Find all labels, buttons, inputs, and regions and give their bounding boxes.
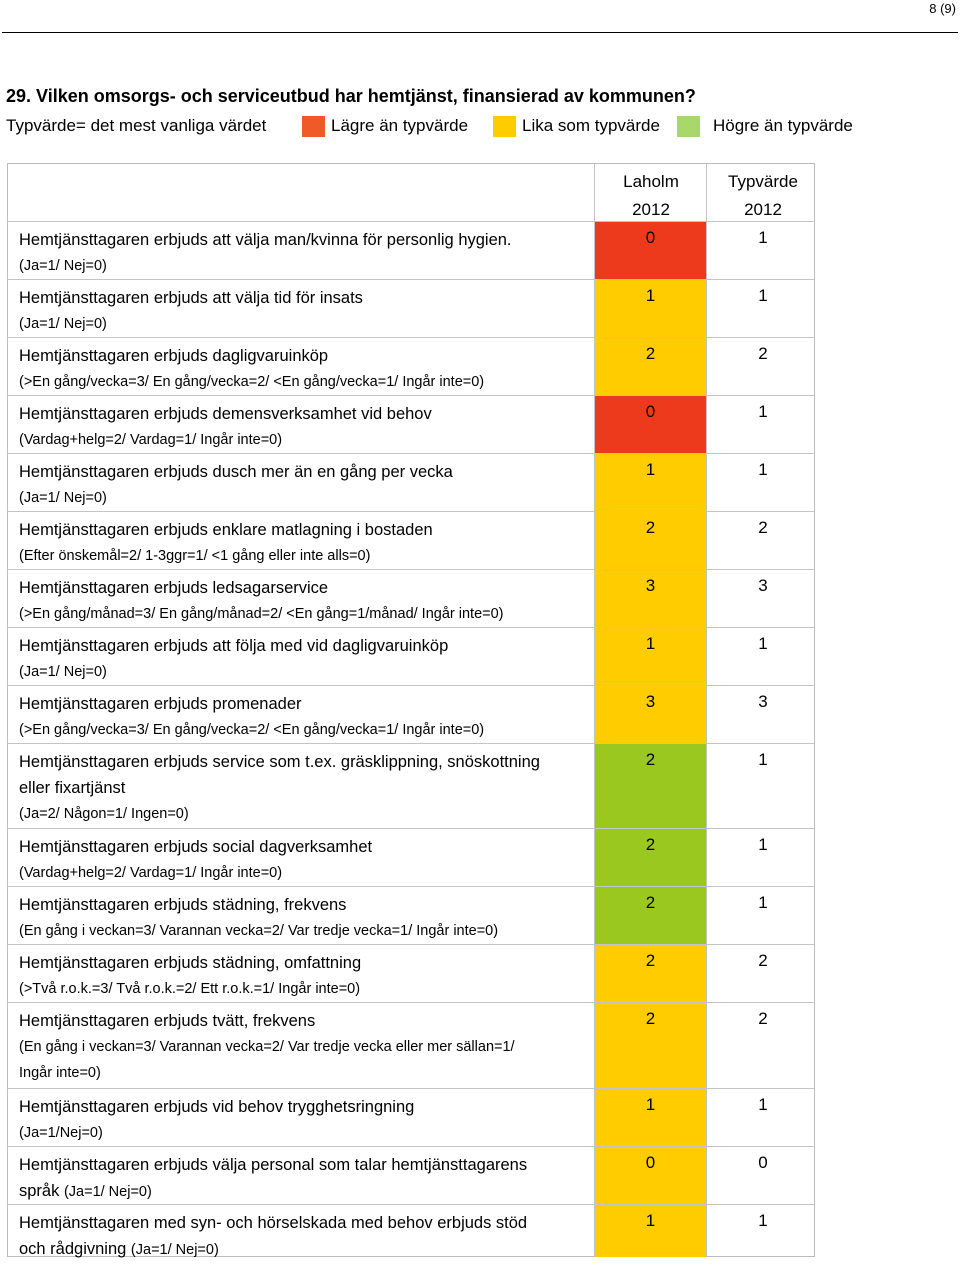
legend-swatch-lower (302, 116, 325, 137)
row-divider (7, 944, 815, 945)
row-main-text: Hemtjänsttagaren erbjuds social dagverksamhet (19, 838, 373, 856)
laholm-value: 2 (645, 1009, 656, 1028)
typvarde-value: 2 (758, 951, 768, 970)
row-label (19, 227, 589, 279)
row-main-text: Hemtjänsttagaren erbjuds välja personal som talar hemtjänsttagarens (19, 1156, 528, 1174)
typvarde-value: 3 (758, 692, 768, 711)
row-main-text: Hemtjänsttagaren erbjuds att följa med vid dagligvaruinköp (19, 637, 449, 655)
laholm-value: 3 (645, 576, 656, 595)
row-scale-text: (Efter önskemål=2/ 1-3ggr=1/ <1 gång eller inte alls=0) (19, 548, 371, 564)
typvarde-value: 1 (758, 750, 768, 769)
row-main-text: Hemtjänsttagaren erbjuds städning, frekvens (19, 896, 347, 914)
legend-label-lower: Lägre än typvärde (331, 116, 469, 135)
row-divider (7, 221, 815, 222)
row-main-text-line2: eller fixartjänst (19, 779, 126, 797)
row-divider (7, 1088, 815, 1089)
row-label (19, 459, 589, 511)
laholm-value: 2 (645, 344, 656, 363)
typvarde-value: 1 (758, 402, 768, 421)
row-label (19, 401, 589, 453)
row-label (19, 950, 589, 1002)
row-scale-text: (Vardag+helg=2/ Vardag=1/ Ingår inte=0) (19, 432, 283, 448)
typvarde-value: 1 (758, 228, 768, 247)
row-label (19, 343, 589, 395)
column-header-typvarde (708, 172, 818, 220)
row-main-text: Hemtjänsttagaren med syn- och hörselskada med behov erbjuds stöd (19, 1214, 528, 1232)
row-main-text-line2: och rådgivning (19, 1240, 127, 1258)
column-header-typvarde-year: 2012 (744, 200, 782, 219)
row-label (19, 517, 589, 569)
row-divider (7, 279, 815, 280)
page-number: 8 (9) (929, 1, 956, 16)
row-scale-text: (>Två r.o.k.=3/ Två r.o.k.=2/ Ett r.o.k.=1/ Ingår inte=0) (19, 981, 361, 997)
typvarde-value: 1 (758, 893, 768, 912)
laholm-value: 2 (645, 835, 656, 854)
legend-swatch-equal (493, 116, 516, 137)
typvarde-value: 3 (758, 576, 768, 595)
row-divider (7, 685, 815, 686)
row-scale-text-continued: Ingår inte=0) (19, 1065, 101, 1081)
laholm-value: 1 (645, 460, 656, 479)
row-scale-text: (Ja=1/Nej=0) (19, 1125, 103, 1141)
laholm-value: 2 (645, 951, 656, 970)
row-divider (7, 569, 815, 570)
laholm-value: 1 (645, 634, 656, 653)
laholm-value: 1 (645, 1211, 656, 1230)
row-scale-text: (Ja=1/ Nej=0) (19, 664, 107, 680)
row-main-text: Hemtjänsttagaren erbjuds vid behov trygghetsringning (19, 1098, 415, 1116)
row-main-text: Hemtjänsttagaren erbjuds att välja tid för insats (19, 289, 363, 307)
typvarde-value: 1 (758, 460, 768, 479)
column-header-laholm (595, 172, 707, 220)
row-main-text: Hemtjänsttagaren erbjuds demensverksamhet vid behov (19, 405, 432, 423)
row-label (19, 1094, 589, 1146)
typvarde-value: 1 (758, 835, 768, 854)
laholm-value: 1 (645, 286, 656, 305)
row-scale-text: (Ja=1/ Nej=0) (130, 1242, 219, 1258)
row-main-text-continued (19, 1178, 589, 1205)
row-label (19, 285, 589, 337)
row-scale-text: (>En gång/månad=3/ En gång/månad=2/ <En gång=1/månad/ Ingår inte=0) (19, 606, 504, 622)
row-main-text: Hemtjänsttagaren erbjuds enklare matlagning i bostaden (19, 521, 433, 539)
row-main-text-continued (19, 775, 589, 801)
column-header-typvarde-name: Typvärde (728, 172, 798, 191)
row-scale-text: (Ja=2/ Någon=1/ Ingen=0) (19, 806, 189, 822)
row-scale-text: (En gång i veckan=3/ Varannan vecka=2/ Var tredje vecka eller mer sällan=1/ (19, 1039, 515, 1055)
column-divider (706, 163, 707, 1257)
row-scale-text: (Ja=1/ Nej=0) (19, 490, 107, 506)
typvarde-value: 2 (758, 344, 768, 363)
row-label (19, 1210, 589, 1263)
row-label (19, 1008, 589, 1086)
row-scale-text: (Ja=1/ Nej=0) (63, 1184, 152, 1200)
question-title: 29. Vilken omsorgs- och serviceutbud har hemtjänst, finansierad av kommunen? (6, 86, 696, 106)
row-main-text: Hemtjänsttagaren erbjuds service som t.ex. gräsklippning, snöskottning (19, 753, 540, 771)
column-header-laholm-name: Laholm (623, 172, 679, 191)
row-divider (7, 453, 815, 454)
row-scale-text: (>En gång/vecka=3/ En gång/vecka=2/ <En gång/vecka=1/ Ingår inte=0) (19, 374, 485, 390)
header-rule (2, 32, 958, 33)
row-divider (7, 1002, 815, 1003)
row-main-text: Hemtjänsttagaren erbjuds dusch mer än en gång per vecka (19, 463, 453, 481)
row-label (19, 633, 589, 685)
laholm-value: 3 (645, 692, 656, 711)
row-divider (7, 337, 815, 338)
row-main-text-line2: språk (19, 1182, 60, 1200)
row-scale-text: (>En gång/vecka=3/ En gång/vecka=2/ <En gång/vecka=1/ Ingår inte=0) (19, 722, 485, 738)
legend-typvarde-definition: Typvärde= det mest vanliga värdet (6, 116, 267, 135)
laholm-value: 1 (645, 1095, 656, 1114)
row-scale-text: (En gång i veckan=3/ Varannan vecka=2/ Var tredje vecka=1/ Ingår inte=0) (19, 923, 499, 939)
laholm-value: 2 (645, 518, 656, 537)
laholm-value: 2 (645, 893, 656, 912)
row-divider (7, 886, 815, 887)
row-main-text-continued (19, 1236, 589, 1263)
column-header-laholm-year: 2012 (632, 200, 670, 219)
row-divider (7, 828, 815, 829)
row-main-text: Hemtjänsttagaren erbjuds tvätt, frekvens (19, 1012, 316, 1030)
row-scale-text: (Ja=1/ Nej=0) (19, 258, 107, 274)
laholm-value: 2 (645, 750, 656, 769)
row-label (19, 834, 589, 886)
row-label (19, 892, 589, 944)
typvarde-value: 1 (758, 634, 768, 653)
row-divider (7, 743, 815, 744)
laholm-value: 0 (645, 228, 656, 247)
row-main-text: Hemtjänsttagaren erbjuds städning, omfattning (19, 954, 362, 972)
row-scale-text: (Vardag+helg=2/ Vardag=1/ Ingår inte=0) (19, 865, 283, 881)
row-main-text: Hemtjänsttagaren erbjuds att välja man/kvinna för personlig hygien. (19, 231, 512, 249)
row-main-text: Hemtjänsttagaren erbjuds ledsagarservice (19, 579, 329, 597)
row-divider (7, 511, 815, 512)
row-divider (7, 1146, 815, 1147)
row-label (19, 575, 589, 627)
typvarde-value: 1 (758, 1211, 768, 1230)
row-divider (7, 395, 815, 396)
row-divider (7, 627, 815, 628)
legend-label-higher: Högre än typvärde (713, 116, 853, 135)
typvarde-value: 1 (758, 286, 768, 305)
row-main-text: Hemtjänsttagaren erbjuds dagligvaruinköp (19, 347, 329, 365)
typvarde-value: 2 (758, 518, 768, 537)
typvarde-value: 0 (758, 1153, 768, 1172)
typvarde-value: 1 (758, 1095, 768, 1114)
row-main-text: Hemtjänsttagaren erbjuds promenader (19, 695, 302, 713)
laholm-value: 0 (645, 402, 656, 421)
row-scale-text: (Ja=1/ Nej=0) (19, 316, 107, 332)
laholm-value: 0 (645, 1153, 656, 1172)
legend-label-equal: Lika som typvärde (522, 116, 660, 135)
row-label (19, 691, 589, 743)
row-divider (7, 1204, 815, 1205)
legend-swatch-higher (677, 116, 700, 137)
row-label (19, 749, 589, 827)
typvarde-value: 2 (758, 1009, 768, 1028)
row-label (19, 1152, 589, 1205)
